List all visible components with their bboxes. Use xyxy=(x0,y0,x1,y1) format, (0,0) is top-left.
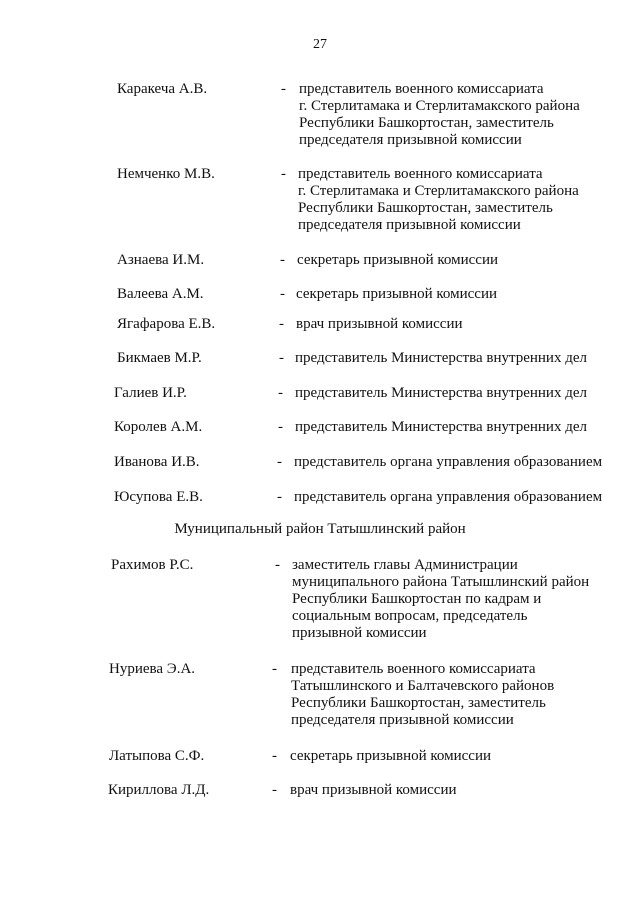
member-role xyxy=(292,557,589,642)
dash-separator: - xyxy=(272,782,277,798)
member-name: Азнаева И.М. xyxy=(117,252,205,268)
member-name: Кириллова Л.Д. xyxy=(108,782,210,798)
role-line: председателя призывной комиссии xyxy=(291,712,514,728)
role-line: заместитель главы Администрации xyxy=(292,557,518,573)
role-line: муниципального района Татышлинский район xyxy=(292,574,590,590)
dash-separator: - xyxy=(277,454,282,470)
dash-separator: - xyxy=(280,252,285,268)
dash-separator: - xyxy=(278,385,283,401)
role-line: секретарь призывной комиссии xyxy=(297,252,499,268)
page-number: 27 xyxy=(313,37,327,52)
role-line: секретарь призывной комиссии xyxy=(296,286,498,302)
dash-separator: - xyxy=(281,81,286,97)
dash-separator: - xyxy=(280,286,285,302)
member-name: Юсупова Е.В. xyxy=(114,489,203,505)
member-name: Галиев И.Р. xyxy=(114,385,187,401)
role-line: социальным вопросам, председатель xyxy=(292,608,528,624)
dash-separator: - xyxy=(281,166,286,182)
role-line: представитель Министерства внутренних дел xyxy=(295,419,587,435)
role-line: представитель органа управления образованием xyxy=(294,489,603,505)
role-line: представитель Министерства внутренних дел xyxy=(295,350,587,366)
member-role xyxy=(299,81,580,149)
role-line: г. Стерлитамака и Стерлитамакского района xyxy=(298,183,579,199)
member-role xyxy=(290,748,491,765)
member-role xyxy=(296,316,463,333)
member-name: Бикмаев М.Р. xyxy=(117,350,202,366)
member-name: Королев А.М. xyxy=(114,419,203,435)
member-role xyxy=(296,286,497,303)
dash-separator: - xyxy=(272,748,277,764)
role-line: секретарь призывной комиссии xyxy=(290,748,492,764)
role-line: Республики Башкортостан по кадрам и xyxy=(292,591,542,607)
role-line: Республики Башкортостан, заместитель xyxy=(298,200,553,216)
role-line: Татышлинского и Балтачевского районов xyxy=(291,678,555,694)
role-line: представитель Министерства внутренних дел xyxy=(295,385,587,401)
role-line: председателя призывной комиссии xyxy=(298,217,521,233)
member-name: Ягафарова Е.В. xyxy=(117,316,216,332)
role-line: врач призывной комиссии xyxy=(296,316,463,332)
role-line: призывной комиссии xyxy=(292,625,427,641)
member-role xyxy=(290,782,457,799)
role-line: представитель военного комиссариата xyxy=(291,661,536,677)
member-name: Нуриева Э.А. xyxy=(109,661,196,677)
dash-separator: - xyxy=(279,316,284,332)
member-name: Латыпова С.Ф. xyxy=(109,748,205,764)
member-name: Иванова И.В. xyxy=(114,454,200,470)
role-line: представитель военного комиссариата xyxy=(298,166,543,182)
member-role xyxy=(295,419,587,436)
dash-separator: - xyxy=(277,489,282,505)
member-role xyxy=(295,350,587,367)
dash-separator: - xyxy=(275,557,280,573)
member-name: Валеева А.М. xyxy=(117,286,204,302)
member-role xyxy=(297,252,498,269)
member-role xyxy=(295,385,587,402)
role-line: представитель военного комиссариата xyxy=(299,81,544,97)
role-line: председателя призывной комиссии xyxy=(299,132,522,148)
member-name: Каракеча А.В. xyxy=(117,81,208,97)
dash-separator: - xyxy=(272,661,277,677)
section-heading: Муниципальный район Татышлинский район xyxy=(174,521,466,537)
member-name: Немченко М.В. xyxy=(117,166,215,182)
member-role xyxy=(291,661,554,729)
role-line: г. Стерлитамака и Стерлитамакского района xyxy=(299,98,580,114)
member-role xyxy=(294,454,602,471)
dash-separator: - xyxy=(279,350,284,366)
member-role xyxy=(294,489,602,506)
member-role xyxy=(298,166,579,234)
role-line: Республики Башкортостан, заместитель xyxy=(291,695,546,711)
role-line: Республики Башкортостан, заместитель xyxy=(299,115,554,131)
role-line: врач призывной комиссии xyxy=(290,782,457,798)
role-line: представитель органа управления образованием xyxy=(294,454,603,470)
member-name: Рахимов Р.С. xyxy=(111,557,194,573)
dash-separator: - xyxy=(278,419,283,435)
